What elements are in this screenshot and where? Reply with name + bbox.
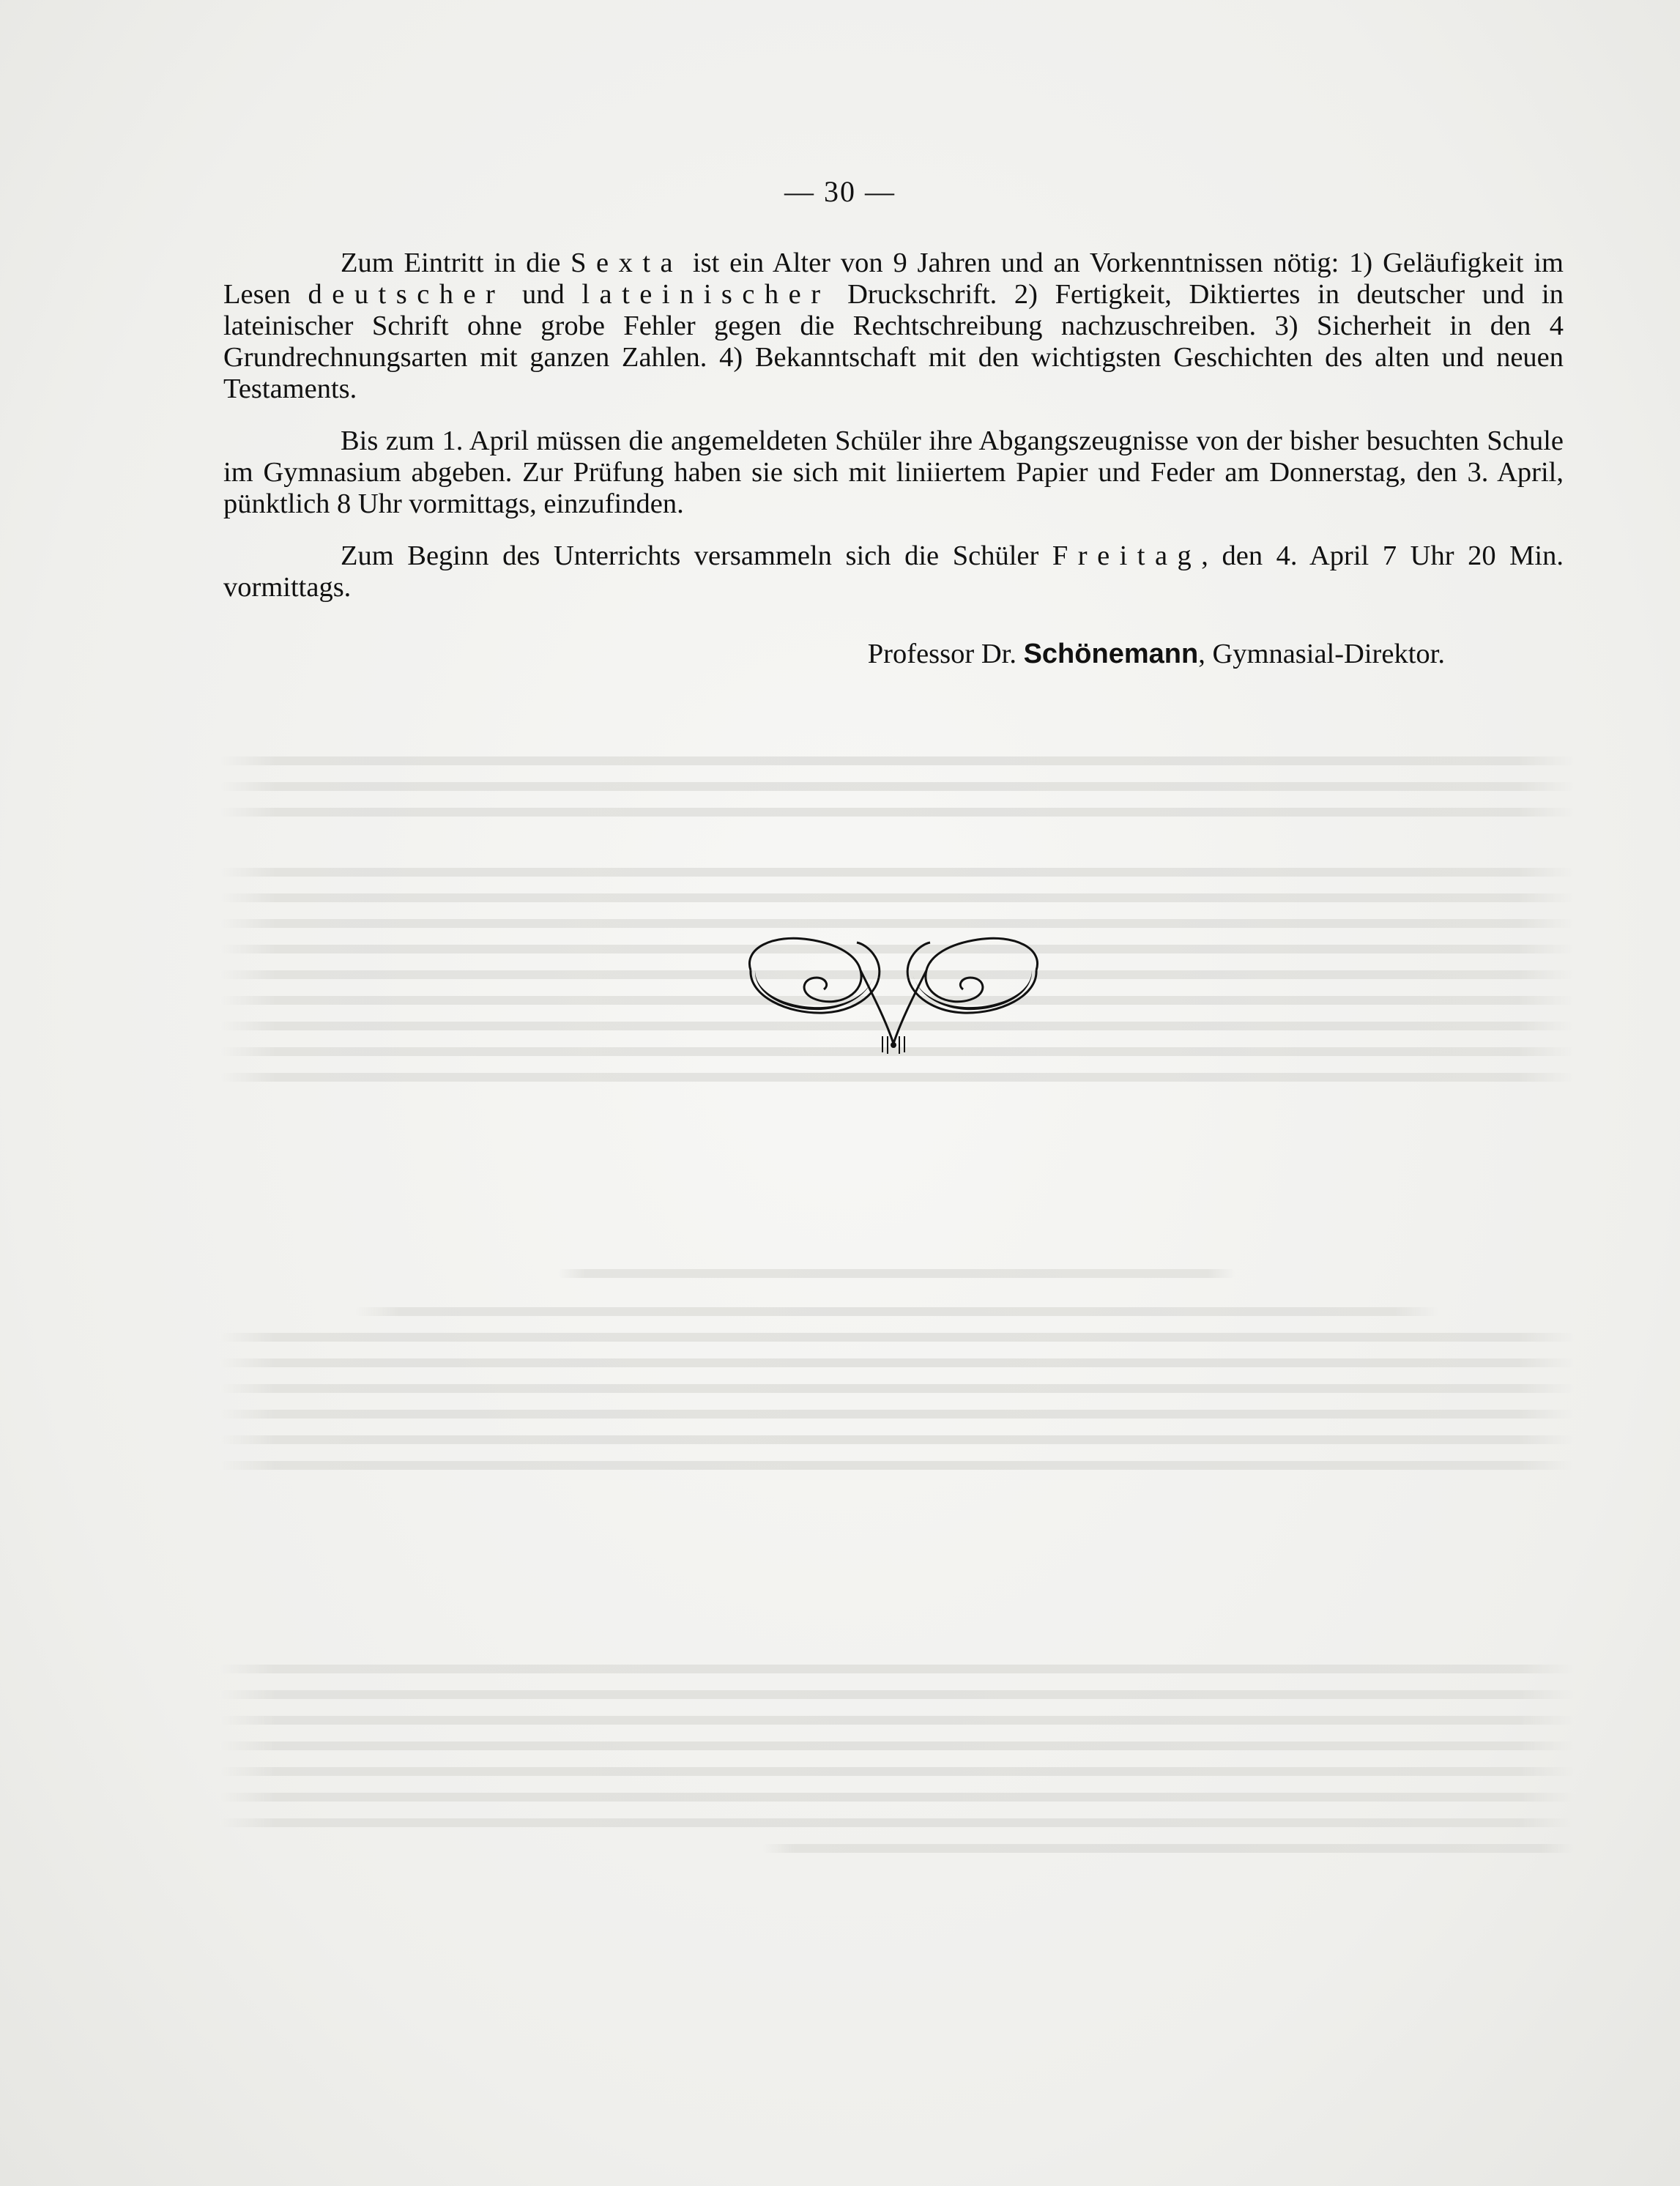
body-text <box>223 248 1564 624</box>
paragraph1-text-1: Zum Eintritt in die <box>341 248 571 278</box>
signature-prefix: Professor Dr. <box>867 639 1024 669</box>
paragraph3-text-1: Zum Beginn des Unterrichts versammeln sich die Schüler <box>341 540 1052 571</box>
scroll-ornament-icon <box>729 926 1058 1058</box>
bleed-through-middle <box>220 1252 1575 1487</box>
page-number: — 30 — <box>784 175 896 208</box>
spaced-word-sexta: Sexta <box>570 248 683 278</box>
paragraph-school-start <box>223 540 1564 603</box>
paragraph-admission-requirements <box>223 248 1564 405</box>
spaced-word-lateinischer: lateinischer <box>581 279 830 310</box>
signature-suffix: , Gymnasial-Direktor. <box>1198 639 1445 669</box>
paragraph3-text-2: , den 4. April 7 Uhr 20 Min. vormittags. <box>223 540 1564 603</box>
bleed-through-lower <box>220 1648 1575 1870</box>
signature-line <box>223 639 1445 670</box>
paragraph1-text-4: Druckschrift. 2) Fertigkeit, Diktiertes in deutscher und in lateinischer Schrift ohne grobe Fehler gegen die Rechtschreibung nachzuschreiben. 3) Sicherheit in den 4 Grundrechnungsarten mit ganzen Zahlen. 4) Bekanntschaft mit den wichtigsten Geschichten des alten und neuen Testaments. <box>223 279 1564 404</box>
signature-name: Schönemann <box>1023 639 1199 669</box>
paragraph1-text-2: ist ein Alter von 9 Jahren und an Vorkenntnissen nötig: 1) Geläufigkeit im Lesen <box>223 248 1564 310</box>
paragraph1-text-3: und <box>505 279 582 310</box>
spaced-word-deutscher: deutscher <box>308 279 505 310</box>
paragraph-exam-date: Bis zum 1. April müssen die angemeldeten Schüler ihre Abgangszeugnisse von der bisher besuchten Schule im Gymnasium abgeben. Zur Prüfung haben sie sich mit liniiertem Papier und Feder am Donnerstag, den 3. April, pünktlich 8 Uhr vormittags, einzufinden. <box>223 425 1564 519</box>
spaced-word-freitag: Freitag <box>1052 540 1202 571</box>
